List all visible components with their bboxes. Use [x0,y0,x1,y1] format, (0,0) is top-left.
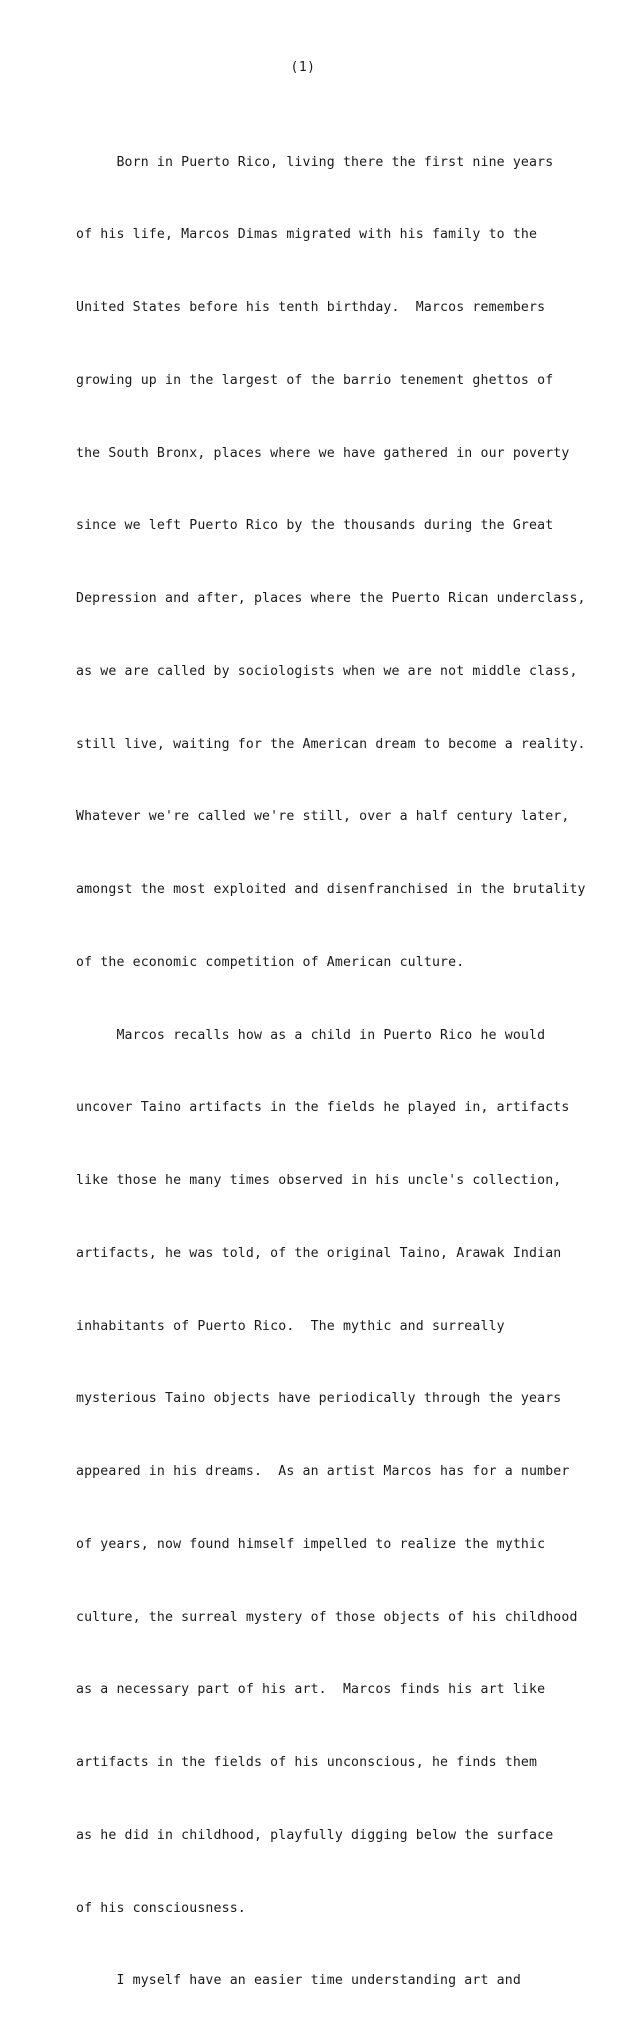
text-line: Whatever we're called we're still, over a half century later, [76,809,570,825]
text-line: mysterious Taino objects have periodically through the years [76,1391,562,1407]
text-line: Born in Puerto Rico, living there the first nine years [76,154,554,170]
text-line: United States before his tenth birthday. Marcos remembers [76,300,546,315]
text-line: like those he many times observed in his uncle's collection, [76,1173,562,1188]
text-line: artifacts, he was told, of the original Taino, Arawak Indian [76,1245,562,1261]
text-line: amongst the most exploited and disenfranchised in the brutality [76,882,586,897]
text-line: as a necessary part of his art. Marcos finds his art like [76,1682,546,1698]
text-line: of the economic competition of American culture. [76,954,465,970]
text-line: appeared in his dreams. As an artist Marcos has for a number [76,1464,570,1479]
page-number: (1) [290,60,316,75]
text-line: since we left Puerto Rico by the thousands during the Great [76,518,554,534]
text-line: growing up in the largest of the barrio tenement ghettos of [76,372,554,388]
text-line: as he did in childhood, playfully digging below the surface [76,1827,554,1843]
text-line: still live, waiting for the American dream to become a reality. [76,736,586,752]
text-line: as we are called by sociologists when we are not middle class, [76,663,578,679]
text-line: of his consciousness. [76,1900,246,1916]
text-line: artifacts in the fields of his unconscious, he finds them [76,1755,538,1770]
text-line: inhabitants of Puerto Rico. The mythic and surreally [76,1318,505,1334]
text-line: culture, the surreal mystery of those objects of his childhood [76,1609,578,1625]
text-line: of years, now found himself impelled to realize the mythic [76,1536,546,1552]
text-line: Marcos recalls how as a child in Puerto Rico he would [76,1027,546,1043]
text-line: the South Bronx, places where we have gathered in our poverty [76,445,570,461]
text-line: uncover Taino artifacts in the fields he played in, artifacts [76,1100,570,1116]
text-line: Depression and after, places where the Puerto Rican underclass, [76,591,586,606]
text-line: I myself have an easier time understanding art and [76,1973,521,1989]
text-line: of his life, Marcos Dimas migrated with his family to the [76,227,538,243]
body-text [76,102,606,2042]
